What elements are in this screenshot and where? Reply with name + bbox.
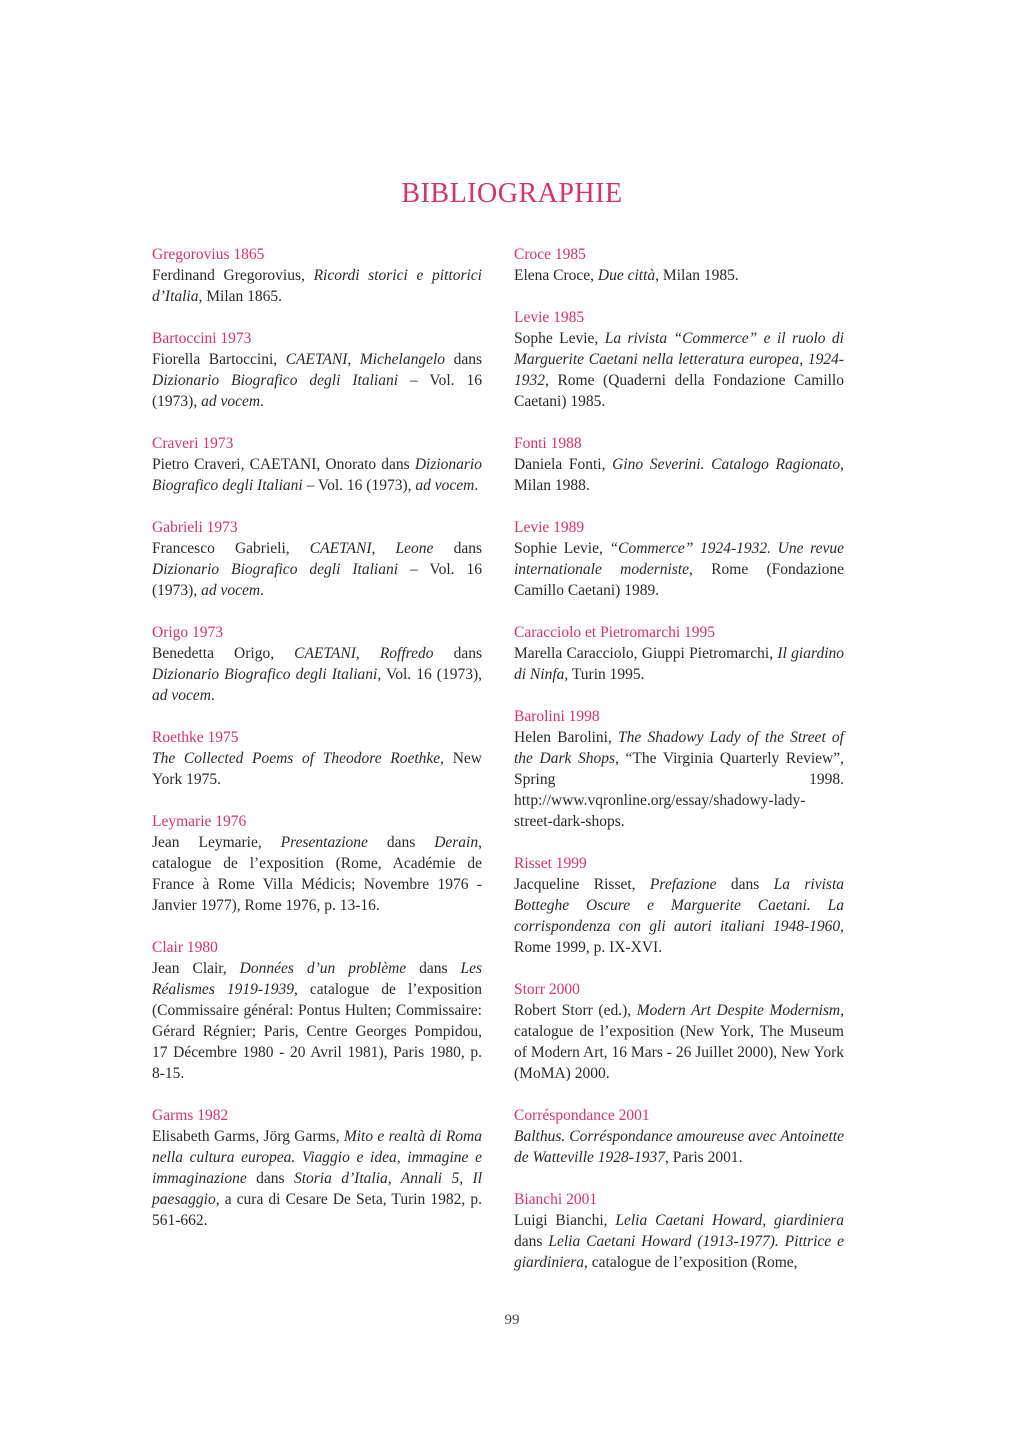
entry-citation: [514, 454, 844, 496]
entry-heading: Barolini 1998: [514, 708, 600, 725]
citation-text: , Milan 1985.: [655, 267, 739, 284]
citation-italic-text: La rivista Botteghe Oscure e Marguerite Caetani. La corrispondenza con gli autori italiani 1948-1960: [514, 876, 845, 935]
citation-text: , Rome (Fondazione Camillo Caetani) 1989.: [514, 561, 844, 599]
citation-italic-text: Derain: [434, 834, 479, 851]
citation-italic-text: Dizionario Biografico degli Italiani: [152, 456, 482, 494]
bibliography-entry: [152, 1105, 482, 1231]
citation-text: Fiorella Bartoccini,: [152, 351, 286, 368]
page-title: BIBLIOGRAPHIE: [401, 178, 623, 209]
citation-text: Benedetta Origo,: [152, 645, 295, 662]
citation-text: , catalogue de l’exposition (Commissaire général: Pontus Hulten; Commissaire: Gérard Régnier; Paris, Centre Georges Pompidou, 17 Décembre 1980 - 20 Avril 1981), Paris 1980, p. 8-15.: [152, 981, 483, 1082]
citation-text: dans: [445, 351, 482, 368]
citation-text: , “The Virginia Quarterly Review”, Spring 1998. http://www.vqronline.org/essay/shadowy-lady-street-dark-shops.: [514, 750, 844, 830]
entry-heading: Craveri 1973: [152, 435, 234, 452]
bibliography-entry: [152, 727, 482, 790]
citation-text: – Vol. 16 (1973),: [152, 372, 482, 410]
citation-text: – Vol. 16 (1973),: [302, 477, 416, 494]
citation-italic-text: Prefazione: [649, 876, 717, 893]
entry-citation: [514, 727, 844, 832]
citation-text: Robert Storr (ed.),: [514, 1002, 637, 1019]
citation-italic-text: Modern Art Despite Modernism: [636, 1002, 841, 1019]
citation-italic-text: Données d’un problème: [239, 960, 407, 977]
citation-italic-text: ad vocem: [201, 582, 261, 599]
entry-heading: Gabrieli 1973: [152, 519, 238, 536]
entry-heading: Corréspondance 2001: [514, 1107, 650, 1124]
bibliography-entry: [152, 622, 482, 706]
entry-heading: Roethke 1975: [152, 729, 239, 746]
citation-italic-text: Dizionario Biografico degli Italiani: [152, 666, 378, 683]
citation-text: Sophie Levie,: [514, 540, 610, 557]
entry-heading: Levie 1985: [514, 309, 585, 326]
citation-text: , a cura di Cesare De Seta, Turin 1982, p. 561-662.: [152, 1191, 482, 1229]
entry-heading: Bartoccini 1973: [152, 330, 252, 347]
entry-citation: [514, 538, 844, 601]
citation-italic-text: Storia d’Italia, Annali 5, Il paesaggio: [152, 1170, 482, 1208]
citation-text: .: [260, 393, 264, 410]
citation-text: , Turin 1995.: [564, 666, 645, 683]
citation-text: , catalogue de l’exposition (Rome, Académie de France à Rome Villa Médicis; Novembre 1976 - Janvier 1977), Rome 1976, p. 13-16.: [152, 834, 482, 914]
citation-italic-text: Gino Severini. Catalogo Ragionato: [612, 456, 841, 473]
entry-citation: [152, 265, 482, 307]
citation-text: .: [260, 582, 264, 599]
citation-text: Luigi Bianchi,: [514, 1212, 616, 1229]
citation-text: Helen Barolini,: [514, 729, 619, 746]
bibliography-entry: [152, 811, 482, 916]
entry-citation: [152, 748, 482, 790]
citation-text: dans: [367, 834, 435, 851]
citation-italic-text: ad vocem: [415, 477, 475, 494]
citation-text: Marella Caracciolo, Giuppi Pietromarchi,: [514, 645, 778, 662]
citation-text: Pietro Craveri, CAETANI, Onorato dans: [152, 456, 415, 473]
entry-heading: Gregorovius 1865: [152, 246, 265, 263]
citation-italic-text: ad vocem: [152, 687, 211, 704]
citation-text: , Milan 1865.: [198, 288, 283, 305]
citation-text: , Vol. 16 (1973),: [377, 666, 482, 683]
citation-text: Jean Leymarie,: [152, 834, 281, 851]
entry-citation: [514, 328, 844, 412]
citation-text: , Rome (Quaderni della Fondazione Camillo Caetani) 1985.: [514, 372, 844, 410]
citation-text: , catalogue de l’exposition (New York, The Museum of Modern Art, 16 Mars - 26 Juillet 2000), New York (MoMA) 2000.: [514, 1002, 844, 1082]
citation-text: Francesco Gabrieli,: [152, 540, 310, 557]
entry-heading: Origo 1973: [152, 624, 224, 641]
citation-italic-text: Les Réalismes 1919-1939: [152, 960, 482, 998]
bibliography-entry: [514, 706, 844, 832]
bibliography-entry: [152, 937, 482, 1084]
citation-text: dans: [514, 1233, 549, 1250]
bibliography-entry: [514, 244, 844, 286]
entry-heading: Levie 1989: [514, 519, 585, 536]
citation-italic-text: The Collected Poems of Theodore Roethke: [152, 750, 441, 767]
citation-italic-text: CAETANI, Michelangelo: [285, 351, 446, 368]
bibliography-entry: [152, 433, 482, 496]
citation-italic-text: The Shadowy Lady of the Street of the Dark Shops: [514, 729, 844, 767]
entry-citation: [514, 643, 844, 685]
entry-citation: [514, 1210, 844, 1273]
citation-text: , New York 1975.: [152, 750, 482, 788]
citation-text: dans: [246, 1170, 294, 1187]
bibliography-entry: [514, 433, 844, 496]
bibliography-entry: [514, 1189, 844, 1273]
entry-heading: Bianchi 2001: [514, 1191, 598, 1208]
citation-text: – Vol. 16 (1973),: [152, 561, 482, 599]
citation-italic-text: Lelia Caetani Howard, giardiniera: [615, 1212, 844, 1229]
citation-text: .: [474, 477, 479, 494]
bibliography-entry: [152, 517, 482, 601]
entry-citation: [152, 1126, 482, 1231]
citation-italic-text: Lelia Caetani Howard (1913-1977). Pittrice e giardiniera: [514, 1233, 844, 1271]
citation-italic-text: Ricordi storici e pittorici d’Italia: [152, 267, 482, 305]
bibliography-entry: [152, 328, 482, 412]
entry-citation: [514, 1000, 844, 1084]
citation-text: , Rome 1999, p. IX-XVI.: [514, 918, 844, 956]
entry-heading: Fonti 1988: [514, 435, 582, 452]
entry-citation: [514, 265, 844, 286]
citation-text: , catalogue de l’exposition (Rome,: [584, 1254, 798, 1271]
citation-italic-text: “Commerce” 1924-1932. Une revue internationale moderniste: [514, 540, 844, 578]
citation-text: , Milan 1988.: [514, 456, 844, 494]
entry-heading: Garms 1982: [152, 1107, 229, 1124]
citation-text: Daniela Fonti,: [514, 456, 613, 473]
citation-text: dans: [716, 876, 774, 893]
entry-citation: [152, 538, 482, 601]
citation-italic-text: Balthus. Corréspondance amoureuse avec Antoinette de Watteville 1928-1937: [514, 1128, 844, 1166]
bibliography-entry: [514, 853, 844, 958]
citation-italic-text: CAETANI, Roffredo: [294, 645, 434, 662]
citation-text: Sophe Levie,: [514, 330, 605, 347]
entry-heading: Risset 1999: [514, 855, 587, 872]
citation-italic-text: Due città: [597, 267, 656, 284]
entry-citation: [152, 454, 482, 496]
page-number: 99: [504, 1312, 520, 1328]
citation-text: dans: [433, 540, 482, 557]
entry-citation: [152, 643, 482, 706]
entry-heading: Storr 2000: [514, 981, 580, 998]
bibliography-entry: [514, 979, 844, 1084]
entry-heading: Croce 1985: [514, 246, 586, 263]
bibliography-entry: [152, 244, 482, 307]
citation-text: Ferdinand Gregorovius,: [152, 267, 314, 284]
citation-italic-text: Il giardino di Ninfa: [514, 645, 844, 683]
entry-citation: [152, 349, 482, 412]
bibliography-entry: [514, 517, 844, 601]
citation-italic-text: ad vocem: [201, 393, 261, 410]
citation-text: Elena Croce,: [514, 267, 598, 284]
entry-citation: [514, 1126, 844, 1168]
entry-citation: [152, 832, 482, 916]
citation-text: Jacqueline Risset,: [514, 876, 650, 893]
citation-text: Elisabeth Garms, Jörg Garms,: [152, 1128, 344, 1145]
entry-citation: [152, 958, 482, 1084]
bibliography-entry: [514, 1105, 844, 1168]
citation-text: .: [210, 687, 215, 704]
citation-text: dans: [406, 960, 461, 977]
citation-italic-text: Presentazione: [280, 834, 368, 851]
citation-italic-text: Dizionario Biografico degli Italiani: [152, 372, 398, 389]
bibliography-column-left: [152, 244, 482, 1252]
entry-heading: Clair 1980: [152, 939, 218, 956]
entry-heading: Caracciolo et Pietromarchi 1995: [514, 624, 716, 641]
citation-text: Jean Clair,: [152, 960, 240, 977]
citation-italic-text: CAETANI, Leone: [309, 540, 434, 557]
citation-italic-text: La rivista “Commerce” e il ruolo di Marguerite Caetani nella letteratura europea, 1924-1932: [514, 330, 844, 389]
citation-italic-text: Mito e realtà di Roma nella cultura europea. Viaggio e idea, immagine e immaginazione: [152, 1128, 482, 1187]
citation-text: dans: [433, 645, 482, 662]
bibliography-entry: [514, 307, 844, 412]
bibliography-entry: [514, 622, 844, 685]
citation-italic-text: Dizionario Biografico degli Italiani: [152, 561, 398, 578]
citation-text: , Paris 2001.: [664, 1149, 743, 1166]
bibliography-column-right: [514, 244, 844, 1294]
entry-citation: [514, 874, 844, 958]
entry-heading: Leymarie 1976: [152, 813, 247, 830]
